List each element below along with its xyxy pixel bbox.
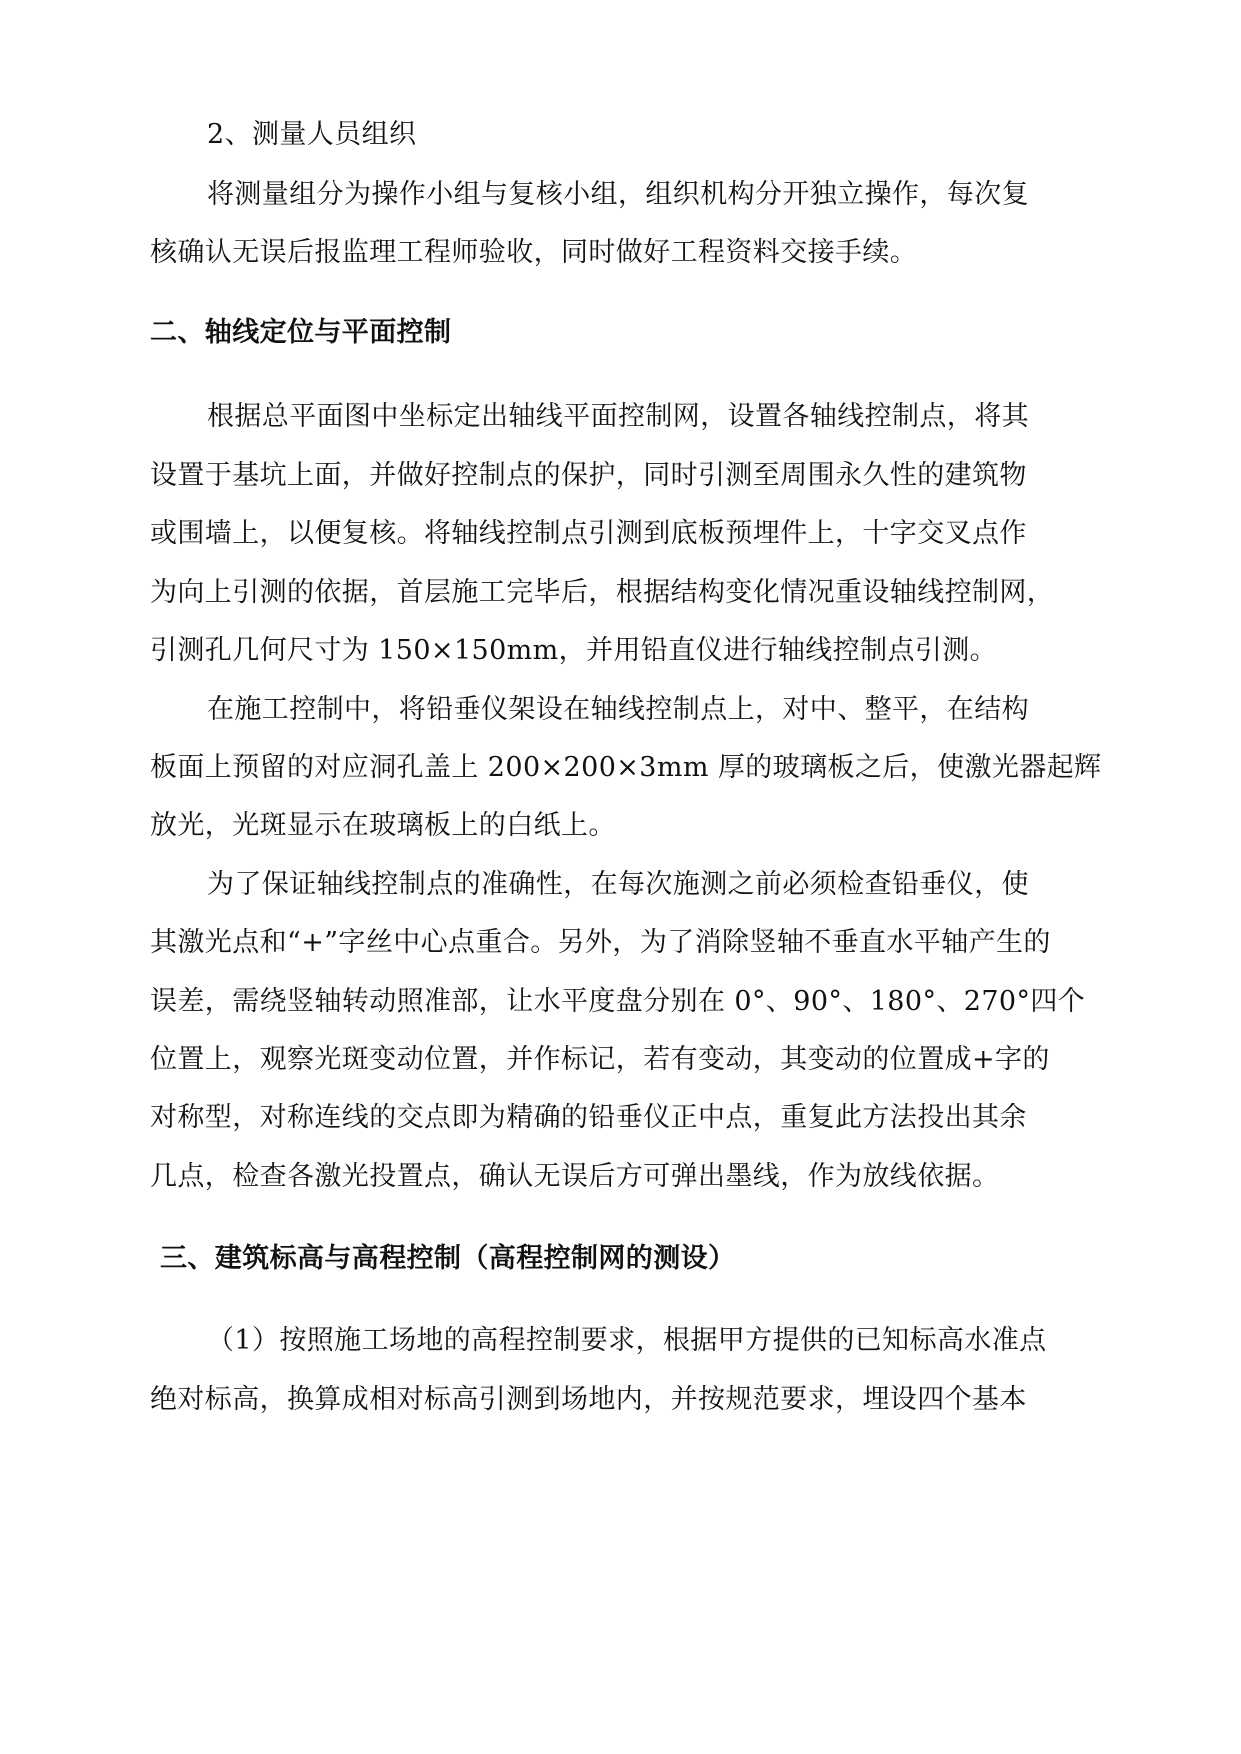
section-heading-elevation: 三、建筑标高与高程控制（高程控制网的测设）	[160, 1243, 736, 1274]
paragraph-line: 为了保证轴线控制点的准确性，在每次施测之前必须检查铅垂仪，使	[207, 869, 1029, 900]
section-heading-axis: 二、轴线定位与平面控制	[150, 317, 452, 348]
paragraph-line: 对称型，对称连线的交点即为精确的铅垂仪正中点，重复此方法投出其余	[150, 1102, 1027, 1133]
paragraph-line: 位置上，观察光斑变动位置，并作标记，若有变动，其变动的位置成+字的	[150, 1044, 1050, 1075]
paragraph-line: 或围墙上，以便复核。将轴线控制点引测到底板预埋件上，十字交叉点作	[150, 518, 1027, 549]
paragraph-line: 其激光点和“+”字丝中心点重合。另外，为了消除竖轴不垂直水平轴产生的	[150, 927, 1051, 958]
paragraph-line: 板面上预留的对应洞孔盖上 200×200×3mm 厚的玻璃板之后，使激光器起辉	[150, 752, 1102, 783]
paragraph-line: 放光，光斑显示在玻璃板上的白纸上。	[150, 810, 616, 841]
paragraph-line: 核确认无误后报监理工程师验收，同时做好工程资料交接手续。	[150, 237, 918, 268]
paragraph-line: 绝对标高，换算成相对标高引测到场地内，并按规范要求，埋设四个基本	[150, 1384, 1027, 1415]
paragraph-line: 在施工控制中，将铅垂仪架设在轴线控制点上，对中、整平，在结构	[207, 694, 1029, 725]
subheading-personnel: 2、测量人员组织	[207, 119, 417, 150]
paragraph-line: 设置于基坑上面，并做好控制点的保护，同时引测至周围永久性的建筑物	[150, 460, 1027, 491]
paragraph-line: （1）按照施工场地的高程控制要求，根据甲方提供的已知标高水准点	[207, 1325, 1047, 1356]
paragraph-line: 将测量组分为操作小组与复核小组，组织机构分开独立操作，每次复	[207, 179, 1029, 210]
paragraph-line: 误差，需绕竖轴转动照准部，让水平度盘分别在 0°、90°、180°、270°四个	[150, 986, 1086, 1017]
paragraph-line: 引测孔几何尺寸为 150×150mm，并用铅直仪进行轴线控制点引测。	[150, 635, 998, 666]
paragraph-line: 几点，检查各激光投置点，确认无误后方可弹出墨线，作为放线依据。	[150, 1161, 1000, 1192]
paragraph-line: 为向上引测的依据，首层施工完毕后，根据结构变化情况重设轴线控制网，	[150, 577, 1055, 608]
paragraph-line: 根据总平面图中坐标定出轴线平面控制网，设置各轴线控制点，将其	[207, 401, 1029, 432]
